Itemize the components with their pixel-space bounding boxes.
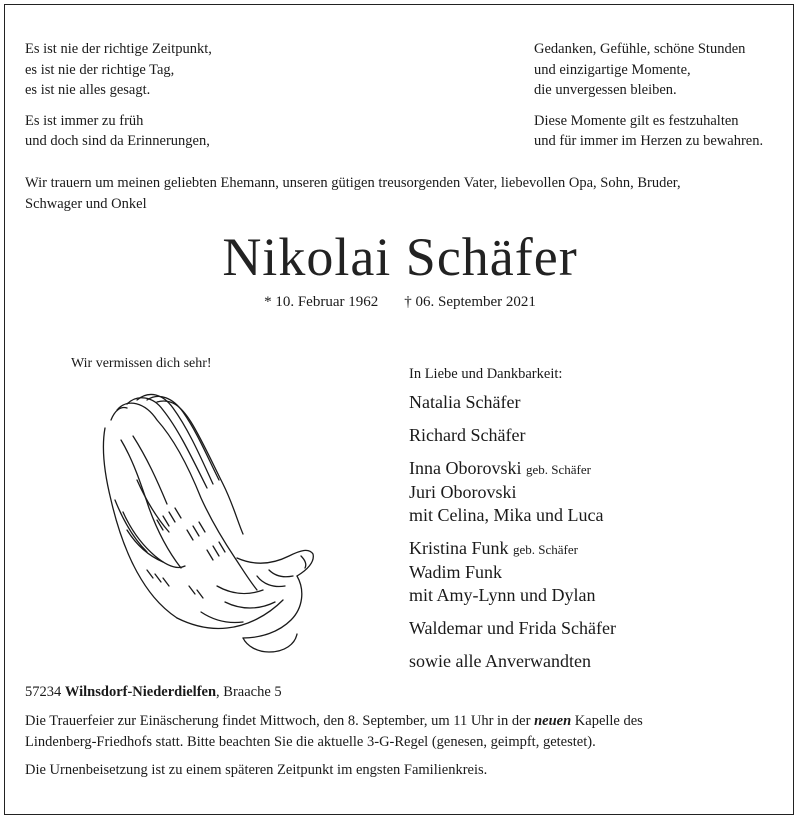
family-member: Juri Oborovski — [409, 482, 517, 502]
poem-line: Es ist immer zu früh — [25, 112, 144, 129]
member-name: Kristina Funk — [409, 538, 509, 558]
family-member: Natalia Schäfer — [409, 392, 521, 412]
family-member — [409, 537, 779, 561]
family-group-5 — [409, 617, 779, 640]
praying-hands-icon — [97, 380, 317, 660]
urn-info: Die Urnenbeisetzung ist zu einem späteren Zeitpunkt im engsten Familienkreis. — [25, 762, 488, 778]
poem-line: Diese Momente gilt es festzuhalten — [534, 112, 739, 129]
family-member: Richard Schäfer — [409, 425, 526, 445]
family-member: mit Amy-Lynn und Dylan — [409, 585, 596, 605]
family-member: Wadim Funk — [409, 562, 503, 582]
family-member: Waldemar und Frida Schäfer — [409, 618, 616, 638]
poem-right-stanza-1 — [534, 39, 794, 101]
address — [25, 684, 282, 701]
family-group-2 — [409, 424, 779, 447]
miss-text: Wir vermissen dich sehr! — [71, 356, 212, 371]
poem-line: und einzigartige Momente, — [534, 61, 691, 78]
address-town: Wilnsdorf-Niederdielfen — [64, 684, 217, 700]
life-dates — [5, 294, 795, 311]
poem-left-stanza-2 — [25, 111, 325, 152]
family-list — [409, 366, 779, 683]
birth-date: * 10. Februar 1962 — [264, 294, 379, 310]
poem-left — [25, 39, 325, 162]
address-zip: 57234 — [25, 684, 62, 700]
service-info — [25, 711, 775, 752]
service-emphasis: neuen — [534, 713, 572, 729]
family-group-6 — [409, 650, 779, 673]
service-line: Lindenberg-Friedhofs statt. Bitte beachten Sie die aktuelle 3-G-Regel (genesen, geimpft, getestet). — [25, 733, 596, 750]
poem-line: es ist nie alles gesagt. — [25, 82, 151, 98]
poem-line: und für immer im Herzen zu bewahren. — [534, 133, 764, 149]
service-text: Kapelle des — [574, 713, 643, 729]
poem-line: Gedanken, Gefühle, schöne Stunden — [534, 41, 746, 57]
family-group-3 — [409, 457, 779, 527]
poem-right-stanza-2 — [534, 111, 794, 152]
obituary-notice — [4, 4, 794, 815]
family-group-1 — [409, 391, 779, 414]
poem-left-stanza-1 — [25, 39, 325, 101]
address-street: , Braache 5 — [216, 684, 282, 700]
mourning-intro — [25, 173, 765, 214]
family-member: sowie alle Anverwandten — [409, 651, 591, 671]
deceased-name: Nikolai Schäfer — [222, 227, 578, 287]
death-date: † 06. September 2021 — [404, 294, 536, 310]
family-intro: In Liebe und Dankbarkeit: — [409, 366, 563, 382]
maiden-name-note: geb. Schäfer — [525, 462, 591, 477]
poem-line: Es ist nie der richtige Zeitpunkt, — [25, 41, 212, 57]
intro-line: Wir trauern um meinen geliebten Ehemann, unseren gütigen treusorgenden Vater, liebevollen Opa, Sohn, Bruder, — [25, 175, 681, 191]
service-text: Die Trauerfeier zur Einäscherung findet Mittwoch, den 8. September, um 11 Uhr in der — [25, 713, 531, 729]
member-name: Inna Oborovski — [409, 458, 522, 478]
family-group-4 — [409, 537, 779, 607]
family-member: mit Celina, Mika und Luca — [409, 505, 604, 525]
maiden-name-note: geb. Schäfer — [513, 542, 578, 557]
poem-line: es ist nie der richtige Tag, — [25, 61, 175, 78]
poem-right — [534, 39, 794, 162]
poem-line: und doch sind da Erinnerungen, — [25, 133, 210, 149]
service-line — [25, 711, 775, 732]
family-member — [409, 457, 779, 481]
intro-line: Schwager und Onkel — [25, 195, 147, 212]
poem-line: die unvergessen bleiben. — [534, 82, 677, 98]
